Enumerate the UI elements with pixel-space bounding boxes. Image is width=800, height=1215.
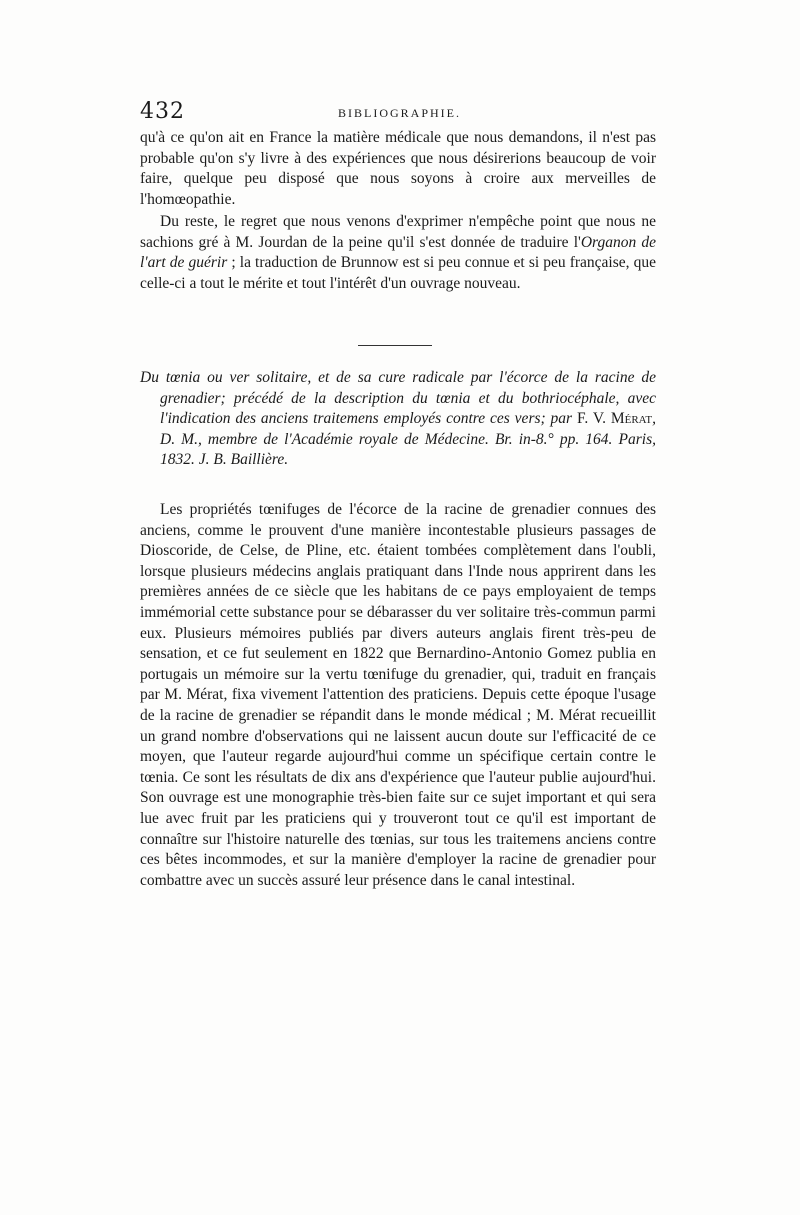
review-title-part1: Du tœnia ou ver solitaire, et de sa cure radicale par l'écorce de la racine de grenadier; précédé de la description du tœnia et du bothriocéphale, avec l'indication des anciens traitemens employés contre ces vers; par: [140, 369, 656, 427]
continuation-text: qu'à ce qu'on ait en France la matière médicale que nous demandons, il n'est pas probable qu'on s'y livre à des expériences que nous désirerions beaucoup de voir faire, quelque peu disposé que nous soyons à croire aux merveilles de l'homœopathie.: [140, 129, 656, 208]
organon-title: Organon de l'art de guérir: [140, 233, 656, 271]
continuation-paragraph: [140, 128, 656, 210]
page-number: 432: [140, 99, 185, 124]
review-heading: [140, 368, 656, 471]
review-body: [140, 500, 656, 891]
closing-paragraph: [140, 212, 656, 294]
running-head: BIBLIOGRAPHIE.: [338, 106, 461, 120]
section-divider: [358, 345, 432, 346]
review-title-part2: , D. M., membre de l'Académie royale de Médecine. Br. in-8.° pp. 164. Paris, 1832. J. B. Baillière.: [160, 410, 656, 468]
page-header: [140, 99, 660, 129]
closing-text-part1: Du reste, le regret que nous venons d'exprimer n'empêche point que nous ne sachions gré à M. Jourdan de la peine qu'il s'est donnée de traduire l': [140, 213, 656, 251]
closing-text-part2: ; la traduction de Brunnow est si peu connue et si peu française, que celle-ci a tout le mérite et tout l'intérêt d'un ouvrage nouveau.: [140, 254, 656, 292]
closing-paragraph-text: [140, 212, 656, 294]
review-author: F. V. Mérat: [577, 410, 653, 427]
review-body-text: Les propriétés tœnifuges de l'écorce de la racine de grenadier connues des anciens, comme le prouvent d'une manière incontestable plusieurs passages de Dioscoride, de Celse, de Pline, etc. étaient tombées complètement dans l'oubli, lorsque plusieurs médecins anglais pratiquant dans l'Inde nous apprirent dans les premières années de ce siècle que les habitans de ce pays employaient de temps immémorial cette substance pour se débarasser du ver solitaire très-commun parmi eux. Plusieurs mémoires publiés par divers auteurs anglais firent très-peu de sensation, et ce fut seulement en 1822 que Bernardino-Antonio Gomez publia en portugais un mémoire sur la vertu tœnifuge du grenadier, qui, traduit en français par M. Mérat, fixa vivement l'attention des praticiens. Depuis cette époque l'usage de la racine de grenadier se répandit dans le monde médical ; M. Mérat recueillit un grand nombre d'observations qui ne laissent aucun doute sur l'efficacité de ce moyen, que l'auteur regarde aujourd'hui comme un spécifique certain contre le tœnia. Ce sont les résultats de dix ans d'expérience que l'auteur publie aujourd'hui. Son ouvrage est une monographie très-bien faite sur ce sujet important et qui sera lue avec fruit par les praticiens qui y trouveront tout ce qu'il est important de connaître sur l'histoire naturelle des tœnias, sur tous les traitemens anciens contre ces bêtes incommodes, et sur la manière d'employer la racine de grenadier pour combattre avec un succès assuré leur présence dans le canal intestinal.: [140, 501, 656, 889]
